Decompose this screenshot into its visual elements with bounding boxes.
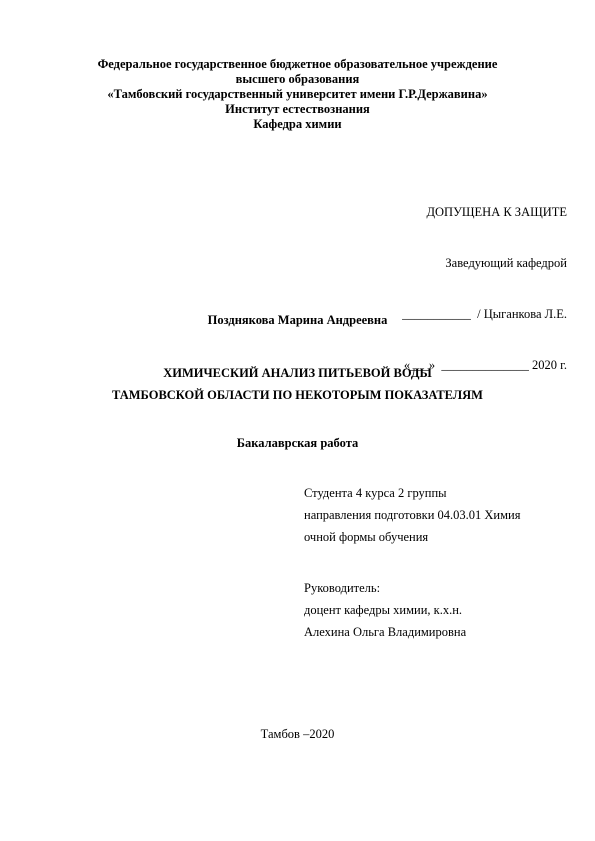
supervisor-label: Руководитель: [304,581,381,595]
student-info [304,482,520,548]
institution-line-2: высшего образования [235,72,360,86]
student-course: Студента 4 курса 2 группы [304,486,447,500]
institution-line-1: Федеральное государственное бюджетное образовательное учреждение [97,57,498,71]
approval-signature: ___________ / Цыганкова Л.Е. [402,307,567,321]
work-type: Бакалаврская работа [236,436,359,450]
approval-date: «___» ______________ 2020 г. [403,358,567,372]
supervisor-position: доцент кафедры химии, к.х.н. [304,603,463,617]
thesis-title-line-1: ХИМИЧЕСКИЙ АНАЛИЗ ПИТЬЕВОЙ ВОДЫ [163,366,432,380]
thesis-title [0,362,595,406]
city-year: Тамбов –2020 [260,727,335,741]
approval-position: Заведующий кафедрой [445,256,567,270]
thesis-title-line-2: ТАМБОВСКОЙ ОБЛАСТИ ПО НЕКОТОРЫМ ПОКАЗАТЕЛЯМ [112,388,483,402]
author-name: Позднякова Марина Андреевна [207,313,388,327]
institution-header [40,57,555,132]
university-name: «Тамбовский государственный университет имени Г.Р.Державина» [107,87,488,101]
student-direction: направления подготовки 04.03.01 Химия [304,508,521,522]
supervisor-info [304,577,466,643]
institute-name: Институт естествознания [225,102,370,116]
supervisor-name: Алехина Ольга Владимировна [304,625,467,639]
approval-status: ДОПУЩЕНА К ЗАЩИТЕ [426,205,567,219]
student-study-form: очной формы обучения [304,530,429,544]
department-name: Кафедра химии [253,117,342,131]
